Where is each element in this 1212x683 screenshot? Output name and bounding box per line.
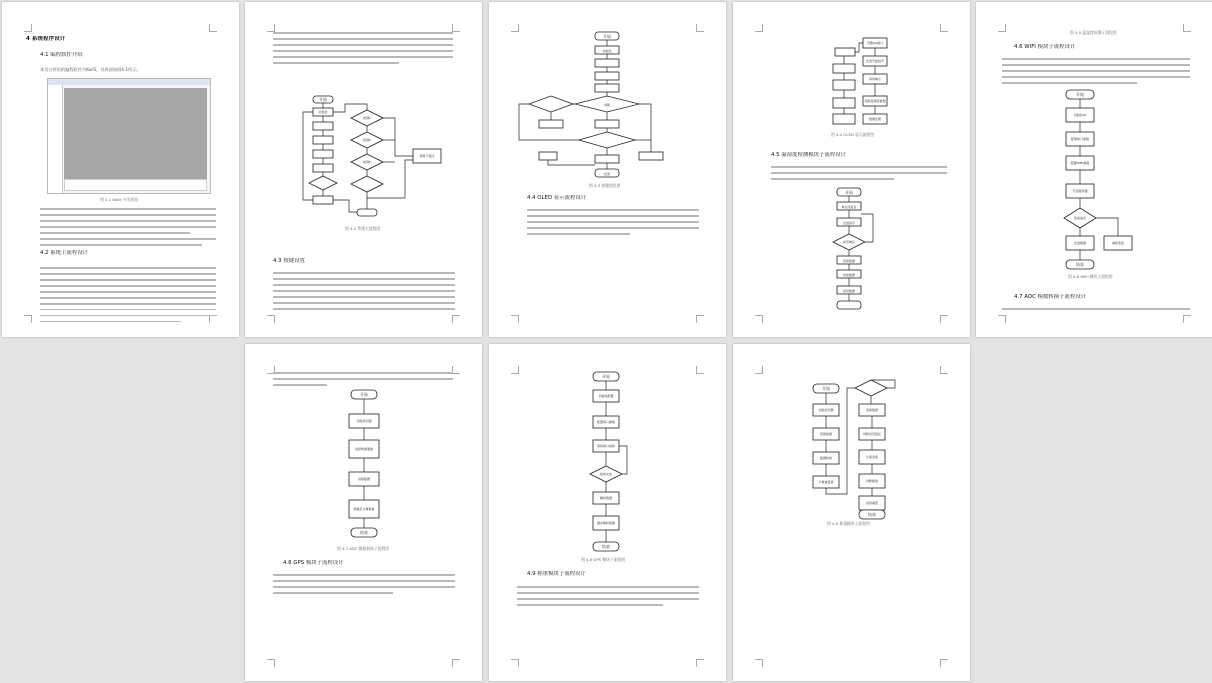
flow-start-label: 开始 xyxy=(602,374,610,379)
flow-step-label: 计算差值 xyxy=(865,455,879,459)
flow-decision-label: 连接成功 xyxy=(1073,216,1087,220)
flow-step-label: 配置WIFI参数 xyxy=(1070,161,1090,165)
page-6[interactable] xyxy=(245,344,482,681)
page-3[interactable] xyxy=(489,2,726,337)
subsection-heading: 4.1 编程软件介绍 xyxy=(40,52,83,58)
flow-step-label: 储存解析数据 xyxy=(596,521,616,525)
flow-start-label: 开始 xyxy=(822,386,830,391)
page-2[interactable] xyxy=(245,2,482,337)
flow-step-label: 解析数据 xyxy=(599,496,613,500)
flow-end-label: 结束 xyxy=(360,530,368,535)
crop-mark xyxy=(24,315,32,323)
flow-step-label: 配置串口参数 xyxy=(596,420,616,424)
flow-step-label: 读取数据 xyxy=(865,408,879,412)
subsection-heading: 4.2 系统主流程设计 xyxy=(40,250,89,256)
flow-step-label: 单总线复位 xyxy=(841,205,857,209)
flow-key3-label: 按键3 xyxy=(363,160,371,164)
flow-step-label: 判断数值 xyxy=(865,479,879,483)
subsection-heading: 4.7 ADC 模数转换子流程设计 xyxy=(1014,294,1087,300)
page-5[interactable] xyxy=(976,2,1212,337)
flow-step-label: 发送开始信号 xyxy=(865,59,885,63)
flow-step-label: 初始化引脚 xyxy=(356,419,372,423)
flow-init-label: 初始化 xyxy=(602,49,612,53)
key-flowchart xyxy=(489,2,726,337)
flow-step-label: 读取数据 xyxy=(819,432,833,436)
flow-start-label: 开始 xyxy=(319,97,327,102)
flow-sub-label: 调用子程序 xyxy=(419,154,435,158)
flow-step-label: 返回重量 xyxy=(865,501,879,505)
subsection-heading: 4.3 按键设置 xyxy=(273,258,305,264)
flow-step-label: 发送指令 xyxy=(842,221,856,225)
flow-key1-label: 按键1 xyxy=(363,116,371,120)
flow-step-label: 计算重量值 xyxy=(818,480,834,484)
page-1[interactable] xyxy=(2,2,239,337)
flow-step-label: 发送数据 xyxy=(1073,241,1087,245)
figure-caption: 图 4-5 温湿度检测子流程图 xyxy=(1070,30,1117,35)
flow-step-label: 读取温湿度数据 xyxy=(864,99,886,103)
crop-mark xyxy=(209,24,217,32)
figure-caption: 图 4-2 系统主流程图 xyxy=(345,226,381,231)
page-4[interactable] xyxy=(733,2,970,337)
paragraph-line: 本设计所用的编程软件为Keil5，其界面如图4-1所示。 xyxy=(40,67,141,72)
paragraph xyxy=(1002,308,1190,314)
flow-step-label: 数据转换 xyxy=(819,456,833,460)
figure-caption: 图 4-9 称重模块子流程图 xyxy=(827,521,870,526)
flow-step-label: 转换后计算数值 xyxy=(353,507,375,511)
flow-judge-label: 判断 xyxy=(603,103,611,107)
flow-step-label: 初始化引脚 xyxy=(818,408,834,412)
paragraph xyxy=(40,267,216,327)
flow-step-label: 等待串口接收 xyxy=(596,444,616,448)
paragraph xyxy=(527,209,699,239)
paragraph xyxy=(273,574,455,598)
flow-init-label: 初始化 xyxy=(318,110,328,114)
adc-flowchart xyxy=(245,344,482,681)
flow-end-label: 结束 xyxy=(1076,262,1084,267)
paragraph xyxy=(517,586,699,610)
figure-caption: 图 4-3 按键流程图 xyxy=(589,183,621,188)
flow-end-label: 结束 xyxy=(602,544,610,549)
flow-step-label: 数据处理 xyxy=(868,117,882,121)
figure-caption: 图 4-1 Keil5 开发界面 xyxy=(100,197,138,202)
humiture-flowchart xyxy=(733,2,970,337)
paragraph xyxy=(40,208,216,250)
crop-mark xyxy=(24,24,32,32)
flow-decision-label: 接收完成 xyxy=(599,472,613,476)
figure-caption: 图 4-6 WIFI 模块子流程图 xyxy=(1068,274,1113,279)
weighing-flowchart xyxy=(733,344,970,681)
flow-step-label: 返回数据 xyxy=(842,289,856,293)
figure-caption: 图 4-7 ADC 模数转换子流程图 xyxy=(337,546,390,551)
flow-start-label: 开始 xyxy=(1076,92,1084,97)
gps-flowchart xyxy=(489,344,726,681)
flow-step-label: 配置串口参数 xyxy=(1070,137,1090,141)
flow-step-label: 等待响应 xyxy=(868,77,882,81)
flow-step-label: 初始化IO xyxy=(1073,113,1087,117)
flow-end-label: 结束 xyxy=(868,512,876,517)
flow-decision-label: 是否响应 xyxy=(842,240,856,244)
paragraph xyxy=(273,272,455,314)
subsection-heading: 4.9 称重模块子流程设计 xyxy=(527,571,586,577)
figure-caption: 图 4-4 OLED 显示流程图 xyxy=(831,132,875,137)
page-8[interactable] xyxy=(733,344,970,681)
flow-step-label: 设置I/O端口 xyxy=(866,41,884,45)
flow-step-label: 读取数据 xyxy=(842,259,856,263)
flow-step-label: 开启服务器 xyxy=(1072,189,1088,193)
subsection-heading: 4.4 OLED 显示流程设计 xyxy=(527,195,587,201)
figure-caption: 图 4-8 GPS 模块子流程图 xyxy=(581,557,626,562)
flow-key2-label: 按键2 xyxy=(363,138,371,142)
flow-step-label: 选择转换通道 xyxy=(354,447,374,451)
flow-step-label: 重新连接 xyxy=(1111,241,1125,245)
flow-step-label: 读取数据 xyxy=(357,477,371,481)
flow-start-label: 开始 xyxy=(603,34,611,39)
flow-end-label: 结束 xyxy=(603,172,611,176)
subsection-heading: 4.5 温湿度检测模块子流程设计 xyxy=(771,152,846,158)
section-heading: 4 系统程序设计 xyxy=(26,36,66,42)
ide-screenshot xyxy=(47,78,211,194)
flow-start-label: 开始 xyxy=(845,190,853,195)
page-7[interactable] xyxy=(489,344,726,681)
wifi-flowchart xyxy=(976,2,1212,337)
flow-step-label: 初始化配置 xyxy=(598,394,614,398)
subsection-heading: 4.6 WIFI 模块子流程设计 xyxy=(1014,44,1076,50)
flow-step-label: 判断是否稳定 xyxy=(862,432,882,436)
flow-start-label: 开始 xyxy=(360,392,368,397)
flow-step-label: 校验数据 xyxy=(842,273,856,277)
subsection-heading: 4.8 GPS 模块子流程设计 xyxy=(283,560,344,566)
